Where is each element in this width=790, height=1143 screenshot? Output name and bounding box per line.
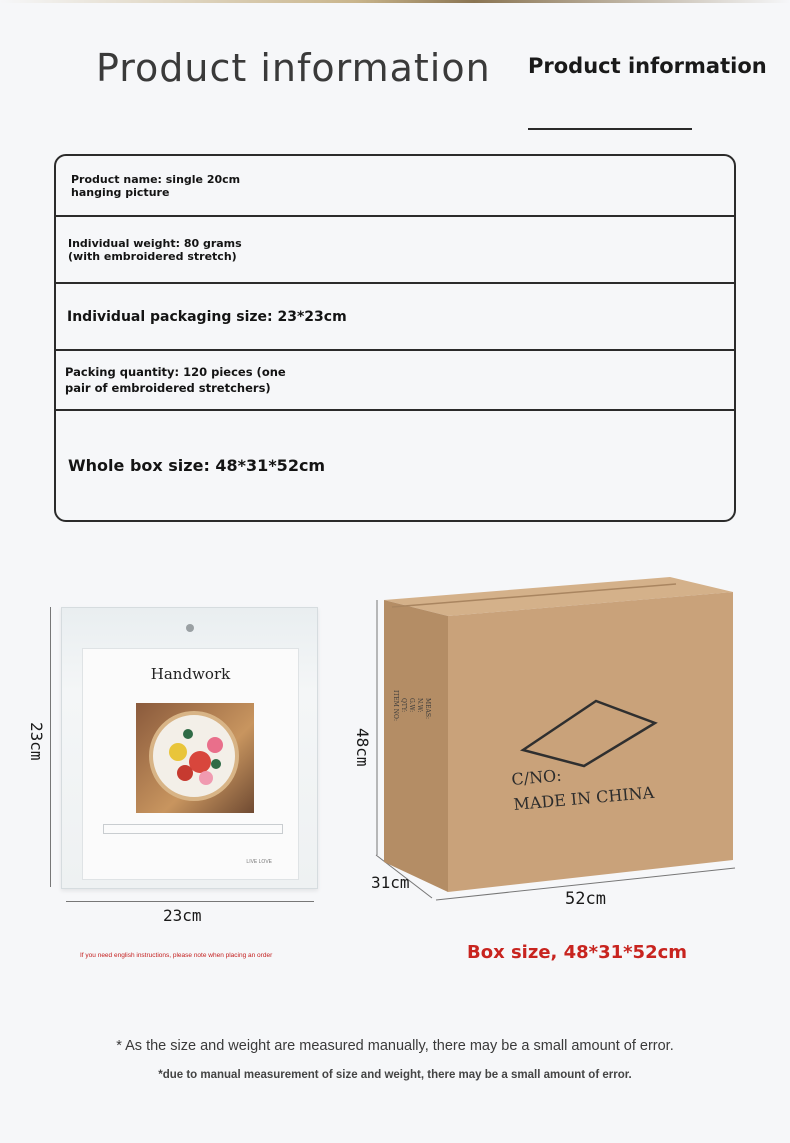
shipping-box-image <box>340 560 760 920</box>
measurement-disclaimer: * As the size and weight are measured manually, there may be a small amount of error. <box>116 1038 674 1054</box>
box-print-cno: C/NO: <box>510 765 563 789</box>
box-depth-label: 31cm <box>371 873 410 892</box>
info-row-weight <box>56 217 734 284</box>
package-height-label: 23cm <box>27 722 46 761</box>
info-row-text: Packing quantity: 120 pieces (one pair of embroidered stretchers) <box>65 365 286 395</box>
info-row-text: Product name: single 20cm hanging picture <box>71 172 241 199</box>
embroidery-hoop-photo <box>136 703 254 813</box>
info-row-text: Whole box size: 48*31*52cm <box>68 456 326 475</box>
svg-text:ITEM NO:: ITEM NO: <box>392 690 399 721</box>
info-row-packaging-size <box>56 284 734 351</box>
info-row-text: Individual weight: 80 grams (with embroidered stretch) <box>68 236 242 263</box>
embroidery-hoop <box>149 711 239 801</box>
product-info-table <box>54 154 736 522</box>
box-print-made-in: MADE IN CHINA <box>512 782 655 814</box>
instructions-note: If you need english instructions, please note when placing an order <box>80 952 273 959</box>
svg-text:N.W:: N.W: <box>416 698 423 713</box>
box-height-label: 48cm <box>353 728 372 767</box>
info-row-text: Individual packaging size: 23*23cm <box>67 308 347 325</box>
package-info-strip <box>103 824 283 834</box>
page-title: Product information <box>96 46 491 90</box>
package-height-dimension-line <box>50 607 51 887</box>
product-package-image <box>61 607 318 889</box>
box-size-caption: Box size, 48*31*52cm <box>467 942 688 963</box>
package-width-dimension-line <box>66 901 314 902</box>
info-row-product-name <box>56 156 734 217</box>
package-width-label: 23cm <box>163 906 202 925</box>
package-card <box>82 648 299 880</box>
package-brand: Handwork <box>150 665 231 683</box>
hang-hole-icon <box>186 624 194 632</box>
box-front-face <box>448 592 733 892</box>
svg-text:QTY:: QTY: <box>400 698 407 713</box>
package-footer-mark: LIVE LOVE <box>246 859 272 865</box>
info-row-packing-quantity <box>56 351 734 411</box>
measurement-disclaimer-bold: *due to manual measurement of size and weight, there may be a small amount of error. <box>158 1069 632 1081</box>
svg-text:G.W:: G.W: <box>408 698 415 713</box>
svg-text:MEAS:: MEAS: <box>424 698 431 719</box>
info-row-box-size <box>56 411 734 520</box>
section-title: Product information <box>528 54 767 78</box>
section-title-underline <box>528 128 692 130</box>
top-accent-bar <box>0 0 790 3</box>
box-side-face <box>384 600 448 892</box>
box-width-label: 52cm <box>565 889 606 909</box>
